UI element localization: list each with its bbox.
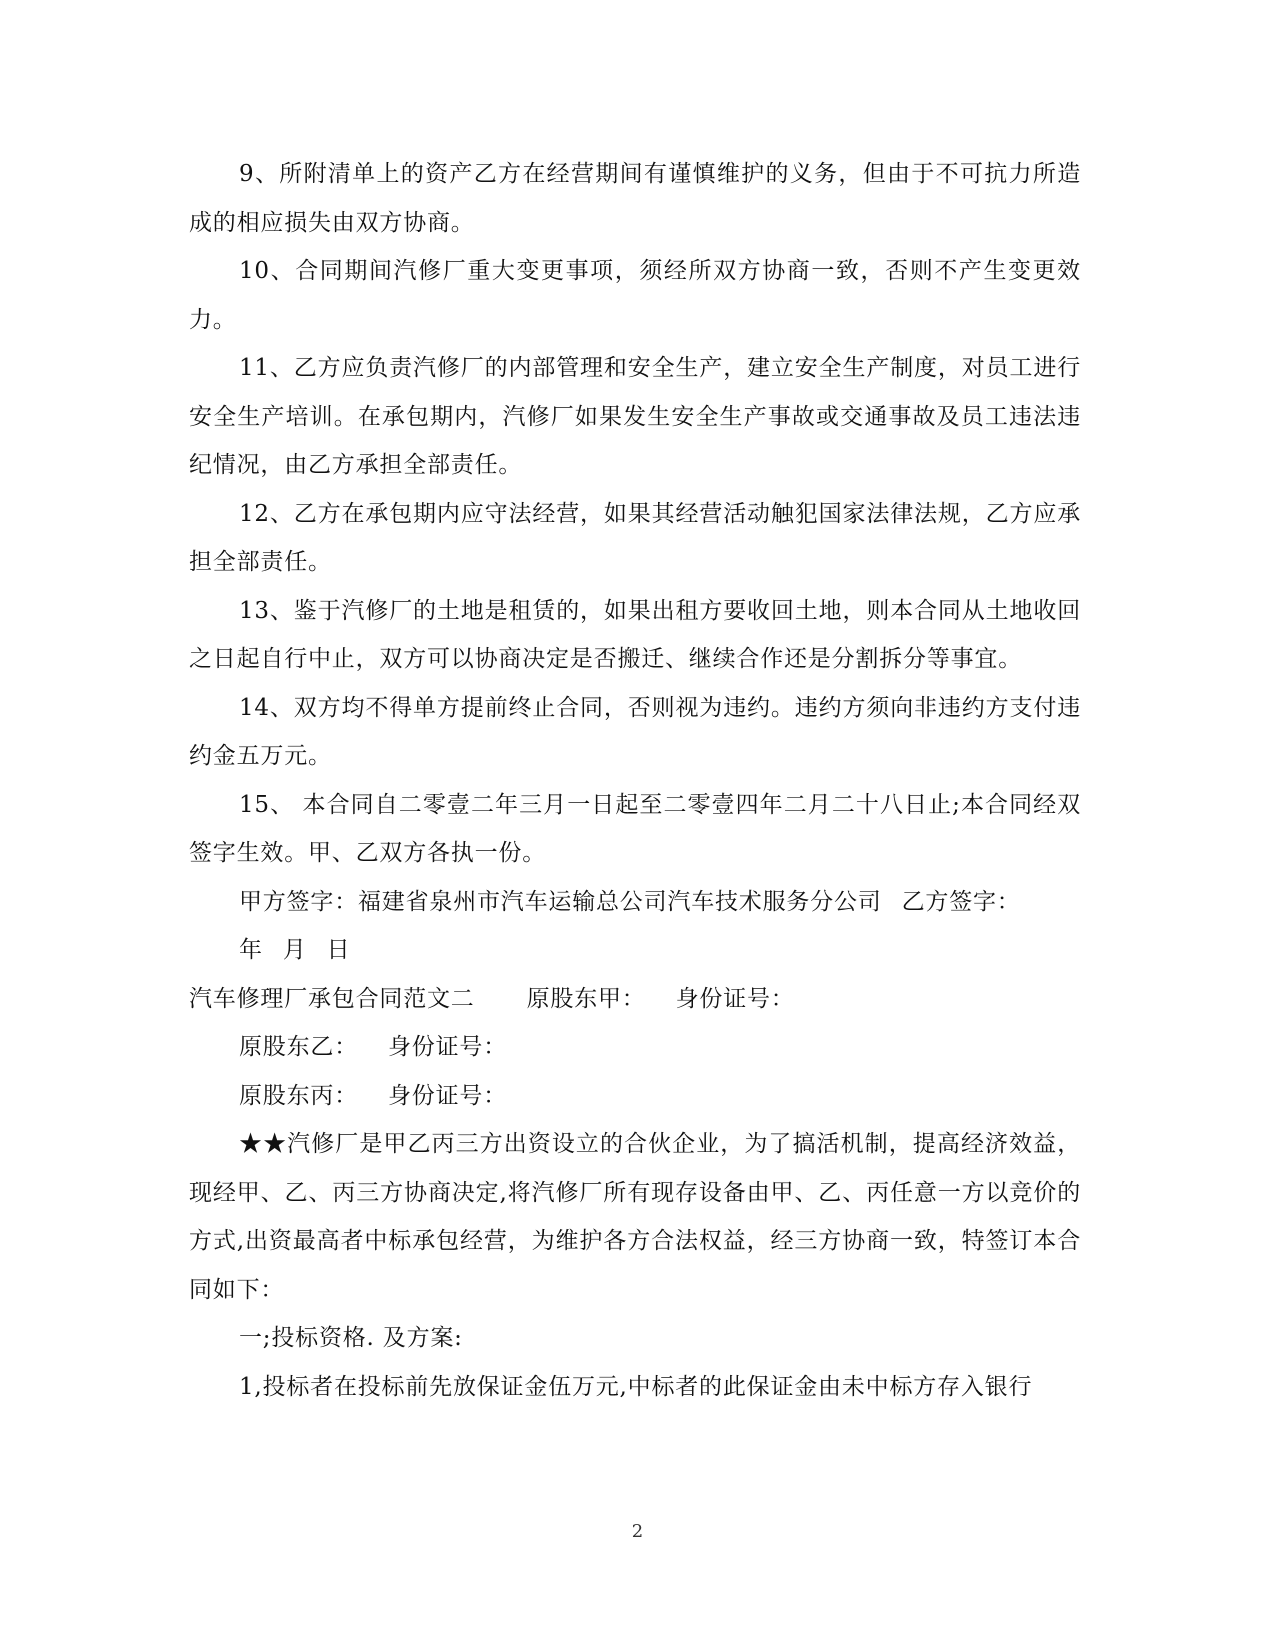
clause-13: 13、鉴于汽修厂的土地是租赁的，如果出租方要收回土地，则本合同从土地收回之日起自行中止，双方可以协商决定是否搬迁、继续合作还是分割拆分等事宜。 — [189, 597, 1081, 672]
shareholder-c-label: 原股东丙： — [239, 1082, 358, 1109]
shareholder-a-label: 原股东甲： — [526, 985, 646, 1012]
second-contract-heading-line — [189, 975, 1081, 1024]
shareholder-c-line — [189, 1072, 1081, 1121]
party-a-signature: 甲方签字：福建省泉州市汽车运输总公司汽车技术服务分公司 — [239, 888, 882, 915]
clause-9: 9、所附清单上的资产乙方在经营期间有谨慎维护的义务，但由于不可抗力所造成的相应损失由双方协商。 — [189, 161, 1081, 236]
clause-15: 15、 本合同自二零壹二年三月一日起至二零壹四年二月二十八日止;本合同经双签字生效。甲、乙双方各执一份。 — [189, 791, 1081, 866]
date-year: 年 — [239, 937, 263, 963]
document-body — [189, 150, 1081, 1411]
section-one-heading: 一;投标资格. 及方案: — [239, 1325, 463, 1351]
date-day: 日 — [326, 937, 351, 963]
date-line — [189, 926, 1081, 975]
shareholder-c-id-label: 身份证号： — [388, 1082, 507, 1109]
page-number: 2 — [631, 1521, 644, 1542]
shareholder-b-label: 原股东乙： — [239, 1034, 358, 1060]
clause-11: 11、乙方应负责汽修厂的内部管理和安全生产，建立安全生产制度，对员工进行安全生产培训。在承包期内，汽修厂如果发生安全生产事故或交通事故及员工违法违纪情况，由乙方承担全部责任。 — [189, 355, 1081, 478]
clause-14: 14、双方均不得单方提前终止合同，否则视为违约。违约方须向非违约方支付违约金五万元。 — [189, 694, 1081, 769]
shareholder-b-line — [189, 1023, 1081, 1072]
shareholder-a-id-label: 身份证号： — [675, 985, 795, 1012]
signature-line — [189, 878, 1081, 927]
section-one-item-1: 1,投标者在投标前先放保证金伍万元,中标者的此保证金由未中标方存入银行 — [239, 1373, 1033, 1400]
clause-12: 12、乙方在承包期内应守法经营，如果其经营活动触犯国家法律法规，乙方应承担全部责任。 — [189, 500, 1081, 575]
party-b-signature: 乙方签字： — [901, 888, 1021, 915]
clause-10: 10、合同期间汽修厂重大变更事项，须经所双方协商一致，否则不产生变更效力。 — [189, 258, 1081, 333]
date-month: 月 — [282, 937, 307, 963]
second-contract-title: 汽车修理厂承包合同范文二 — [189, 985, 475, 1012]
second-contract-intro: ★★汽修厂是甲乙丙三方出资设立的合伙企业，为了搞活机制，提高经济效益，现经甲、乙、丙三方协商决定,将汽修厂所有现存设备由甲、乙、丙任意一方以竞价的方式,出资最高者中标承包经营，为维护各方合法权益，经三方协商一致，特签订本合同如下： — [189, 1131, 1081, 1303]
shareholder-b-id-label: 身份证号： — [388, 1034, 507, 1060]
